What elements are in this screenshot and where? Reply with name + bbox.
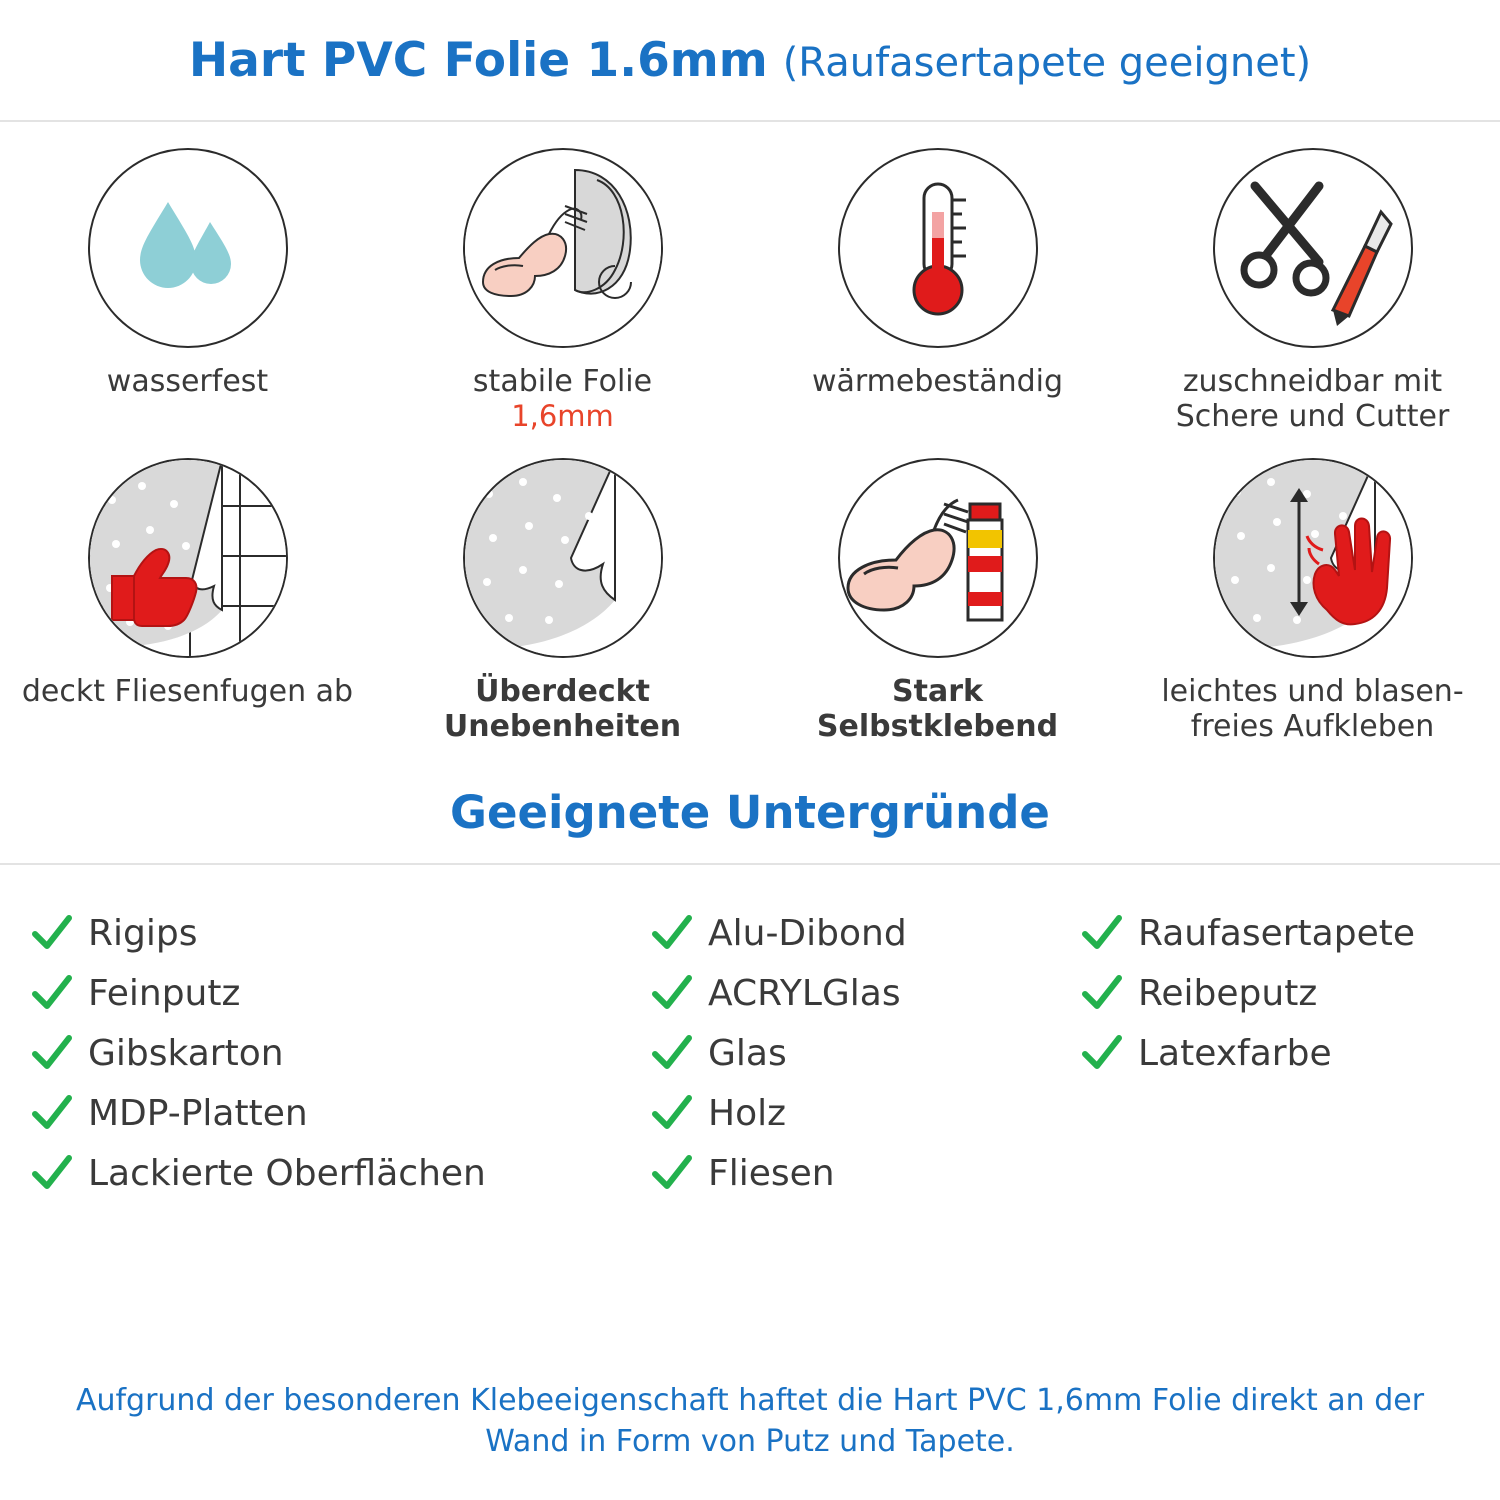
list-item-label: Raufasertapete <box>1138 912 1415 954</box>
list-item-label: Reibeputz <box>1138 972 1318 1014</box>
feature-caption <box>768 674 1108 745</box>
list-item <box>30 1023 650 1083</box>
feature-item <box>0 148 375 458</box>
feature-item <box>1125 458 1500 768</box>
list-item <box>30 903 650 963</box>
list-item-label: Glas <box>708 1032 787 1074</box>
list-item-label: Holz <box>708 1092 786 1134</box>
thermometer-icon <box>838 148 1038 348</box>
feature-caption <box>107 364 268 399</box>
feature-caption <box>473 364 652 434</box>
list-item-label: Gibskarton <box>88 1032 284 1074</box>
page-title <box>189 33 1311 88</box>
checklist-column <box>30 903 650 1203</box>
feature-caption-sub: 1,6mm <box>511 399 614 434</box>
feature-item <box>375 148 750 458</box>
list-item <box>1080 963 1500 1023</box>
list-item <box>650 903 1080 963</box>
page-title-main: Hart PVC Folie 1.6mm <box>188 32 768 88</box>
check-icon <box>1080 911 1124 955</box>
water-drops-icon <box>88 148 288 348</box>
feature-grid <box>0 122 1500 768</box>
peeling-foil-icon <box>463 458 663 658</box>
list-item-label: Latexfarbe <box>1138 1032 1332 1074</box>
check-icon <box>30 1151 74 1195</box>
footnote-text: Aufgrund der besonderen Klebeeigenschaft haftet die Hart PVC 1,6mm Folie direkt an der Wand in Form von Putz und Tapete. <box>75 1383 1425 1459</box>
feature-item <box>750 458 1125 768</box>
list-item <box>30 1083 650 1143</box>
list-item <box>1080 903 1500 963</box>
check-icon <box>30 1091 74 1135</box>
feature-caption-text: Stark Selbstklebend <box>816 674 1059 745</box>
list-item-label: Rigips <box>88 912 198 954</box>
check-icon <box>650 1151 694 1195</box>
checklist-column <box>1080 903 1500 1203</box>
list-item <box>30 1143 650 1203</box>
feature-caption-text: zuschneidbar mit Schere und Cutter <box>1175 364 1450 435</box>
check-icon <box>30 911 74 955</box>
check-icon <box>650 1091 694 1135</box>
feature-caption-text: wärmebeständig <box>811 364 1064 399</box>
check-icon <box>30 1031 74 1075</box>
list-item <box>650 963 1080 1023</box>
feature-item <box>750 148 1125 458</box>
page-header <box>0 0 1500 122</box>
list-item-label: ACRYLGlas <box>708 972 901 1014</box>
feature-caption-text: deckt Fliesenfugen ab <box>21 674 354 709</box>
feature-caption <box>1143 364 1483 435</box>
feature-item <box>375 458 750 768</box>
check-icon <box>650 971 694 1015</box>
list-item-label: MDP-Platten <box>88 1092 308 1134</box>
thumb-up-tiles-icon <box>88 458 288 658</box>
check-icon <box>650 1031 694 1075</box>
feature-item <box>0 458 375 768</box>
check-icon <box>1080 971 1124 1015</box>
feature-caption-text: Überdeckt Unebenheiten <box>443 674 682 745</box>
feature-caption <box>393 674 733 745</box>
feature-caption-text: stabile Folie <box>472 364 653 399</box>
list-item <box>650 1143 1080 1203</box>
feature-item <box>1125 148 1500 458</box>
list-item <box>650 1023 1080 1083</box>
list-item-label: Fliesen <box>708 1152 835 1194</box>
feature-caption <box>812 364 1063 399</box>
suitable-surfaces-list <box>0 865 1500 1203</box>
checklist-column <box>650 903 1080 1203</box>
check-icon <box>1080 1031 1124 1075</box>
feature-caption <box>22 674 353 709</box>
hand-smoothing-icon <box>1213 458 1413 658</box>
arm-glue-icon <box>838 458 1038 658</box>
list-item-label: Feinputz <box>88 972 241 1014</box>
list-item <box>1080 1023 1500 1083</box>
check-icon <box>650 911 694 955</box>
feature-caption <box>1143 674 1483 745</box>
page-title-paren: (Raufasertapete geeignet) <box>782 39 1312 86</box>
list-item <box>650 1083 1080 1143</box>
list-item-label: Lackierte Oberflächen <box>88 1152 486 1194</box>
check-icon <box>30 971 74 1015</box>
list-item-label: Alu-Dibond <box>708 912 907 954</box>
strong-foil-arm-icon <box>463 148 663 348</box>
feature-caption-text: wasserfest <box>106 364 269 399</box>
section-subheading: Geeignete Untergründe <box>450 786 1050 839</box>
list-item <box>30 963 650 1023</box>
scissors-cutter-icon <box>1213 148 1413 348</box>
feature-caption-text: leichtes und blasen-freies Aufkleben <box>1161 674 1464 745</box>
